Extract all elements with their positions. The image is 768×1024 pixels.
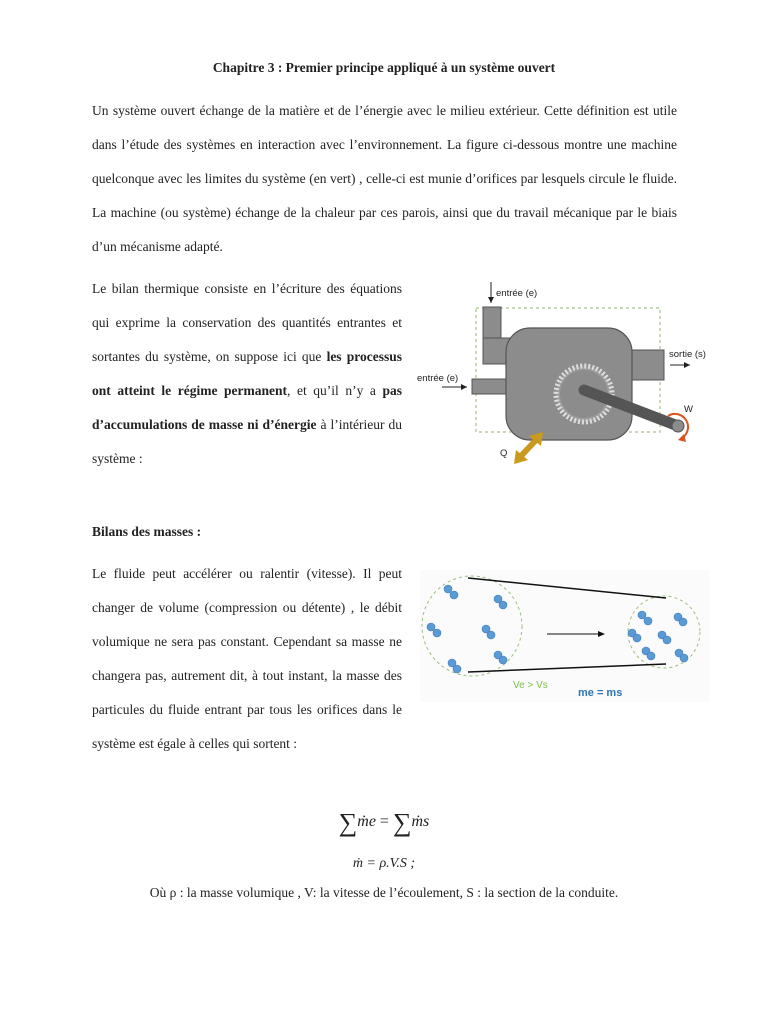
formula-lhs: ṁe: [357, 813, 376, 830]
open-system-figure: [412, 278, 722, 473]
mass-balance-formula: [0, 808, 768, 838]
bilan-bold-2: pas d’accumulations de masse ni d’énergie: [92, 383, 402, 432]
label-velocity: Ve > Vs: [513, 680, 548, 691]
label-mass: me = ms: [578, 687, 623, 699]
mass-paragraph: Le fluide peut accélérer ou ralentir (vitesse). Il peut changer de volume (compression ou détente) , le débit volumique ne sera pas constant. Cependant sa masse ne changera pas, autrement dit, à tout instant, la masse des particules du fluide entrant par tous les orifices dans le système est égale à celles qui sortent :: [92, 566, 402, 751]
mass-flow-figure: [420, 570, 710, 702]
mass-flow-formula: ṁ = ρ.V.S ;: [352, 856, 416, 871]
left-inlet-pipe: [472, 379, 508, 394]
bilan-bold-1: les processus ont atteint le régime permanent: [92, 349, 402, 398]
label-sortie: sortie (s): [669, 349, 706, 360]
label-entree-left: entrée (e): [417, 373, 459, 384]
label-entree-top: entrée (e): [496, 288, 538, 299]
sum-symbol-left: ∑: [338, 808, 358, 837]
bilan-text-1: Le bilan thermique consiste en l’écriture des équations qui exprime la conservation des quantités entrantes et sortantes du système, on suppose ici que: [92, 281, 402, 364]
sum-symbol-right: ∑: [392, 808, 412, 837]
formula-equals: =: [379, 813, 389, 830]
bilan-paragraph: [92, 272, 402, 476]
page-title: Chapitre 3 : Premier principe appliqué à un système ouvert: [212, 60, 556, 75]
formula-rhs: ṁs: [411, 813, 430, 830]
bilan-text-3: à l’intérieur du système :: [92, 417, 402, 466]
intro-paragraph: Un système ouvert échange de la matière et de l’énergie avec le milieu extérieur. Cette définition est utile dans l’étude des systèmes en interaction avec l’environnement. La figure ci-dessous montre une machine quelconque avec les limites du système (en vert) , celle-ci est munie d’orifices par lesquels circule le fluide. La machine (ou système) échange de la chaleur par ces parois, ainsi que du travail mécanique par le biais d’un mécanisme adapté.: [92, 103, 677, 254]
section-heading: Bilans des masses :: [92, 524, 202, 539]
formula-legend: Où ρ : la masse volumique , V: la vitesse de l’écoulement, S : la section de la conduite.: [149, 885, 619, 900]
label-w: W: [684, 404, 693, 415]
bilan-text-2: , et qu’il n’y a: [287, 383, 383, 398]
label-q: Q: [500, 448, 508, 459]
